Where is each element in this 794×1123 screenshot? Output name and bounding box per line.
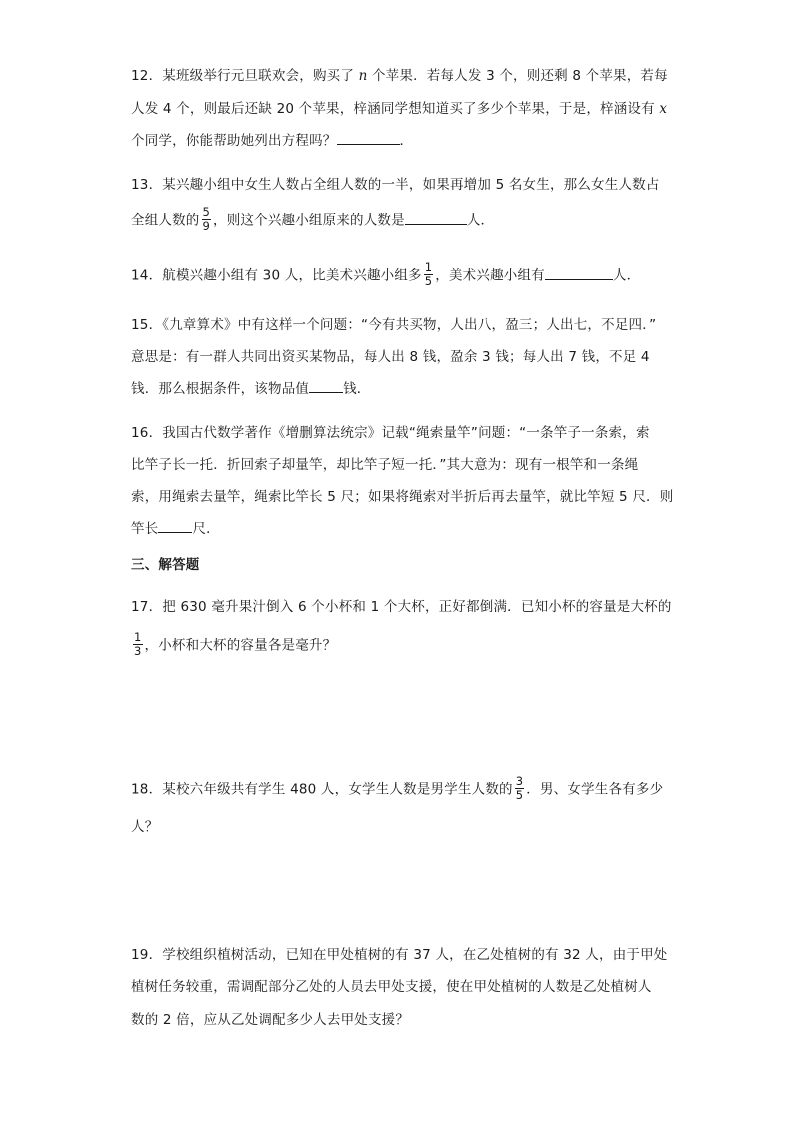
- q16-text: 竿长: [131, 521, 159, 537]
- q19-line2: 植树任务较重，需调配部分乙处的人员去甲处支援，使在甲处植树的人数是乙处植树人: [131, 979, 652, 995]
- q14-frac-den: 5: [424, 274, 433, 288]
- q14-frac-num: 1: [424, 260, 433, 274]
- q15-answer-blank[interactable]: [309, 380, 343, 393]
- q12-var-x: x: [659, 101, 668, 117]
- q12-text: 个同学，你能帮助她列出方程吗？: [131, 133, 337, 149]
- q14-answer-blank[interactable]: [545, 267, 613, 280]
- q13-answer-blank[interactable]: [405, 212, 467, 225]
- q18-text: 18．某校六年级共有学生 480 人，女学生人数是男学生人数的: [131, 781, 513, 798]
- q16-answer-blank[interactable]: [158, 520, 192, 533]
- q12-line1: [131, 67, 668, 85]
- q13-frac-num: 5: [202, 205, 211, 219]
- q16-line3: 索，用绳索去量竿，绳索比竿长 5 尺；如果将绳索对半折后再去量竿，就比竿短 5 尺．则: [131, 489, 674, 505]
- q15-text: 钱．: [343, 381, 371, 397]
- q15-line3: [131, 380, 371, 398]
- q15-line2: 意思是：有一群人共同出资买某物品，每人出 8 钱，盈余 3 钱；每人出 7 钱，不足 4: [131, 349, 650, 365]
- q12-line3: [131, 132, 413, 150]
- q12-var-n: n: [358, 68, 368, 84]
- q13-line2: [131, 207, 494, 234]
- q12-text: 12．某班级举行元旦联欢会，购买了: [131, 68, 359, 84]
- q13-fraction: [202, 206, 212, 233]
- q17-line1: 17．把 630 毫升果汁倒入 6 个小杯和 1 个大杯，正好都倒满．已知小杯的容量是大杯的: [131, 599, 672, 615]
- q17-fraction: [133, 631, 143, 658]
- q18-frac-num: 3: [515, 774, 524, 788]
- q14-text: 14．航模兴趣小组有 30 人，比美术兴趣小组多: [131, 267, 422, 284]
- q15-text: 钱．那么根据条件，该物品值: [131, 381, 310, 397]
- q13-line1: 13．某兴趣小组中女生人数占全组人数的一半，如果再增加 5 名女生，那么女生人数占: [131, 177, 660, 193]
- q14-text: 人．: [612, 267, 641, 284]
- q18-text: ．男、女学生各有多少: [526, 781, 664, 798]
- q19-line1: 19．学校组织植树活动，已知在甲处植树的有 37 人，在乙处植树的有 32 人，由于甲处: [131, 947, 668, 963]
- q12-line2: [131, 100, 667, 118]
- q13-text: 全组人数的: [131, 212, 200, 229]
- q12-text: 个苹果．若每人发 3 个，则还剩 8 个苹果，若每: [367, 68, 668, 84]
- q12-answer-blank[interactable]: [337, 132, 400, 145]
- q18-line1: [131, 776, 663, 803]
- q14-fraction: [424, 261, 434, 288]
- q13-frac-den: 9: [202, 219, 211, 233]
- q15-line1: 15．《九章算术》中有这样一个问题：“今有共买物，人出八，盈三；人出七，不足四．”: [131, 317, 657, 333]
- q18-frac-den: 5: [515, 788, 524, 802]
- q12-text: ．: [399, 133, 414, 149]
- q17-text: ，小杯和大杯的容量各是毫升？: [144, 637, 337, 654]
- q13-text: ，则这个兴趣小组原来的人数是: [213, 212, 405, 229]
- q17-frac-num: 1: [134, 630, 142, 644]
- q18-line2: 人？: [131, 819, 159, 835]
- q16-line4: [131, 520, 220, 538]
- q16-text: 尺．: [192, 521, 220, 537]
- q12-text: 人发 4 个，则最后还缺 20 个苹果，梓涵同学想知道买了多少个苹果，于是，梓涵设有: [131, 101, 660, 117]
- q16-line2: 比竿子长一托．折回索子却量竿，却比竿子短一托．”其大意为：现有一根竿和一条绳: [131, 457, 639, 473]
- q14-text: ，美术兴趣小组有: [435, 267, 545, 284]
- q18-fraction: [515, 775, 525, 802]
- q17-frac-den: 3: [134, 644, 142, 658]
- section-title-solve: 三、解答题: [131, 557, 200, 573]
- q19-line3: 数的 2 倍，应从乙处调配多少人去甲处支援？: [131, 1012, 410, 1028]
- q14-line1: [131, 262, 640, 289]
- q16-line1: 16．我国古代数学著作《增删算法统宗》记载“绳索量竿”问题：“一条竿子一条索，索: [131, 425, 650, 441]
- q17-line2: [131, 632, 336, 659]
- q13-text: 人．: [466, 212, 495, 229]
